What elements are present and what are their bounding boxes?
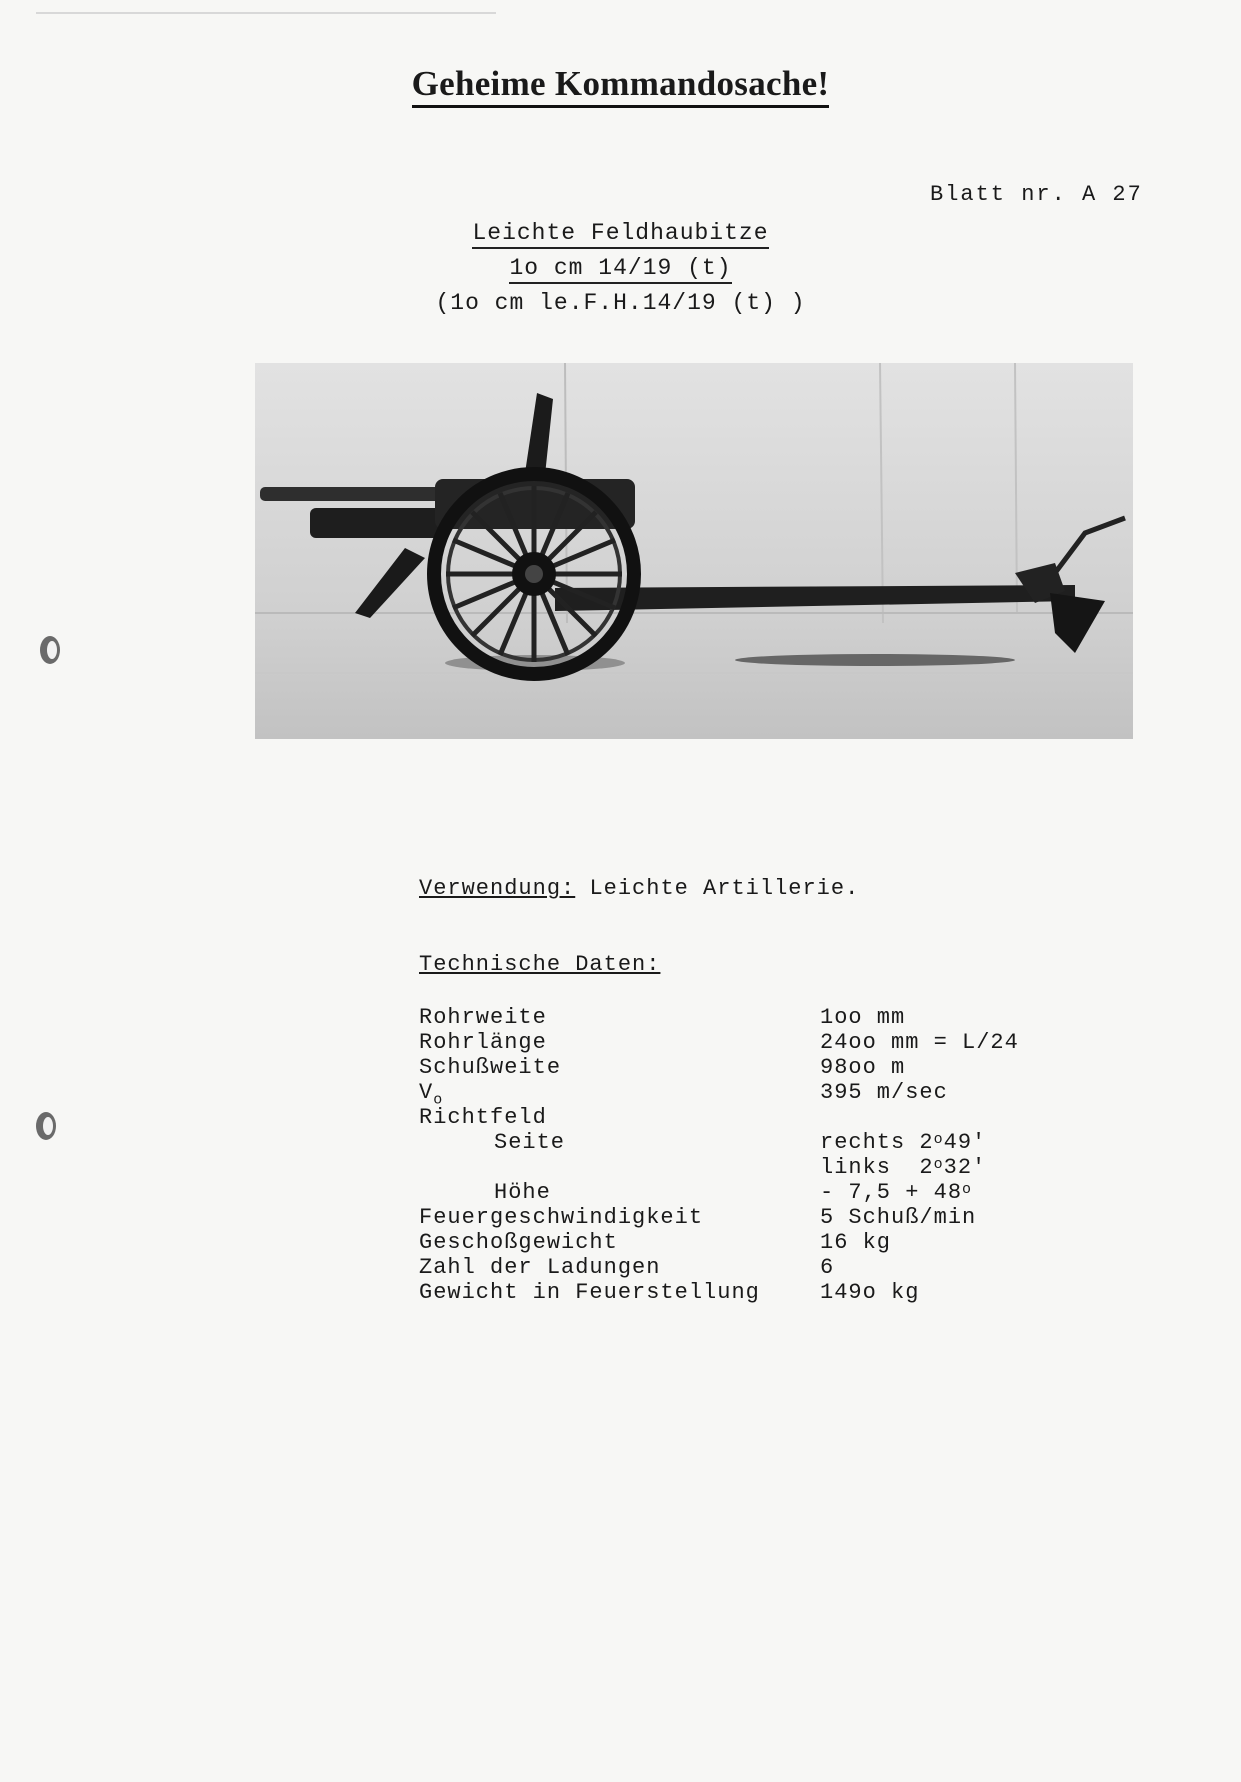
usage-line [419, 876, 859, 901]
scan-artifact [36, 12, 496, 14]
title-line-2: 1o cm 14/19 (t) [509, 255, 731, 284]
title-line-1: Leichte Feldhaubitze [472, 220, 768, 249]
punch-hole [36, 1112, 56, 1140]
sheet-number: Blatt nr. A 27 [930, 182, 1143, 207]
spec-value: links 2$^o$32' [820, 1155, 987, 1180]
spec-value: 24oo mm = L/24 [820, 1030, 1019, 1055]
technical-data-heading: Technische Daten: [419, 952, 661, 977]
spec-value: 1oo mm [820, 1005, 906, 1030]
spec-label: Rohrweite [419, 1005, 547, 1030]
degree-mark: o [933, 1131, 944, 1148]
spec-label: Richtfeld [419, 1105, 547, 1130]
spec-value: 5 Schuß/min [820, 1205, 977, 1230]
punch-hole [40, 636, 60, 664]
usage-value: Leichte Artillerie. [589, 876, 860, 901]
spec-label-subscript: o [433, 1091, 444, 1109]
spec-label: Schußweite [419, 1055, 562, 1080]
spec-label: $V_o$ [419, 1080, 444, 1109]
spec-label: Rohrlänge [419, 1030, 547, 1055]
spec-value: rechts 2$^o$49' [820, 1130, 987, 1155]
spec-value: 6 [820, 1255, 835, 1280]
spec-value: 395 m/sec [820, 1080, 948, 1105]
classification-heading: Geheime Kommandosache! [0, 64, 1241, 104]
spec-sublabel: Höhe [494, 1180, 551, 1205]
spec-label: Zahl der Ladungen [419, 1255, 661, 1280]
spec-label: Gewicht in Feuerstellung [419, 1280, 760, 1305]
degree-mark: o [962, 1181, 973, 1198]
title-line-3: (1o cm le.F.H.14/19 (t) ) [435, 290, 806, 316]
spec-label: Geschoßgewicht [419, 1230, 618, 1255]
howitzer-photo [255, 363, 1133, 739]
spec-label: Feuergeschwindigkeit [419, 1205, 704, 1230]
usage-label: Verwendung: [419, 876, 576, 901]
spec-value: - $7,5 + 48^o$ [820, 1180, 973, 1205]
spec-sublabel: Seite [494, 1130, 566, 1155]
degree-mark: o [933, 1156, 944, 1173]
weapon-title [0, 216, 1241, 321]
spec-value: 16 kg [820, 1230, 892, 1255]
spec-value: 98oo m [820, 1055, 906, 1080]
spec-value: 149o kg [820, 1280, 920, 1305]
